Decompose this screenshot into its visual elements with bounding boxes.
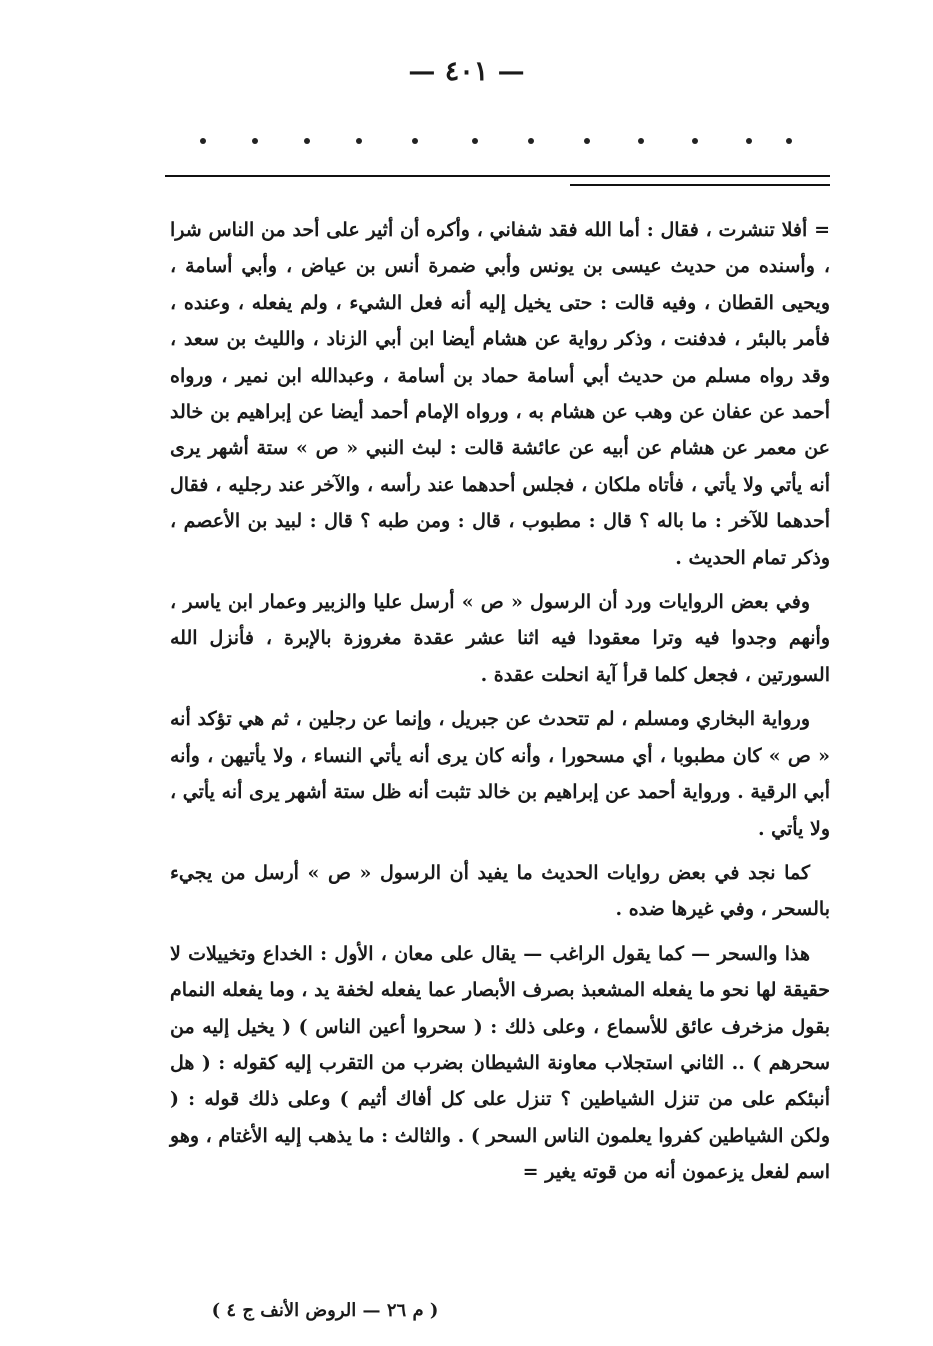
paragraph: ورواية البخاري ومسلم ، لم تتحدث عن جبريل ، وإنما عن رجلين ، ثم هي تؤكد أنه « ص » كان مطبوبا ، أي مسحورا ، وأنه كان يرى أنه يأتي النساء ، ولا يأتيهن ، وأنه أبي الرقية . ورواية أحمد عن إبراهيم بن خالد تثبت أنه ظل ستة أشهر يرى أنه يأتي ، ولا يأتي . xyxy=(170,708,830,840)
page-body xyxy=(170,212,830,1199)
separator-dot xyxy=(200,138,206,144)
separator-dot xyxy=(472,138,478,144)
separator-dot xyxy=(252,138,258,144)
separator-dot xyxy=(692,138,698,144)
paragraph: وفي بعض الروايات ورد أن الرسول « ص » أرسل عليا والزبير وعمار ابن ياسر ، وأنهم وجدوا فيه وترا معقودا فيه اثنا عشر عقدة مغروزة بالإبرة ، فأنزل الله السورتين ، فجعل كلما قرأ آية انحلت عقدة . xyxy=(170,591,830,686)
paragraph: كما نجد في بعض روايات الحديث ما يفيد أن الرسول « ص » أرسل من يجيء بالسحر ، وفي غيرها ضده . xyxy=(170,861,830,921)
separator-dot xyxy=(786,138,792,144)
paragraph: = أفلا تنشرت ، فقال : أما الله فقد شفاني ، وأكره أن أثير على أحد من الناس شرا ، وأسنده من حديث عيسى بن يونس وأبي ضمرة أنس بن عياض ، وأبي أسامة ، ويحيى القطان ، وفيه قالت : حتى يخيل إليه أنه فعل الشيء ، ولم يفعله ، وعنده ، فأمر بالبئر ، فدفنت ، وذكر رواية عن هشام أيضا ابن أبي الزناد ، والليث بن سعد ، وقد رواه مسلم من حديث أبي أسامة حماد بن أسامة ، وعبدالله ابن نمير ، ورواه أحمد عن عفان عن وهب عن هشام به ، ورواه الإمام أحمد أيضا عن إبراهيم بن خالد عن معمر عن هشام عن أبيه عن عائشة قالت : لبث النبي « ص » ستة أشهر يرى أنه يأتي ولا يأتي ، فأتاه ملكان ، فجلس أحدهما عند رأسه ، والآخر عند رجليه ، فقال أحدهما للآخر : ما باله ؟ قال : مطبوب ، قال : ومن طبه ؟ قال : لبيد بن الأعصم ، وذكر تمام الحديث . xyxy=(170,219,830,569)
separator-dot xyxy=(746,138,752,144)
dotted-separator xyxy=(190,126,810,156)
separator-dot xyxy=(356,138,362,144)
header-rule xyxy=(165,175,830,177)
paragraph: هذا والسحر — كما يقول الراغب — يقال على معان ، الأول : الخداع وتخييلات لا حقيقة لها نحو ما يفعله المشعبذ بصرف الأبصار عما يفعله لخفة يد ، وما يفعله النمام بقول مزخرف عائق للأسماع ، وعلى ذلك : ( سحروا أعين الناس ) ( يخيل إليه من سحرهم ) .. الثاني استجلاب معاونة الشيطان بضرب من التقرب إليه كقوله : ( هل أنبئكم على من تنزل الشياطين ؟ تنزل على كل أفاك أثيم ) وعلى ذلك قوله : ( ولكن الشياطين كفروا يعلمون الناس السحر ) . والثالث : ما يذهب إليه الأغتام ، وهو اسم لفعل يزعمون أنه من قوته يغير = xyxy=(170,942,830,1184)
separator-dot xyxy=(412,138,418,144)
page-footer: ( م ٢٦ — الروض الأنف ج ٤ ) xyxy=(211,1300,439,1321)
page-number: — ٤٠١ — xyxy=(408,56,525,87)
footnote-rule xyxy=(570,184,830,186)
separator-dot xyxy=(638,138,644,144)
separator-dot xyxy=(584,138,590,144)
separator-dot xyxy=(528,138,534,144)
separator-dot xyxy=(304,138,310,144)
